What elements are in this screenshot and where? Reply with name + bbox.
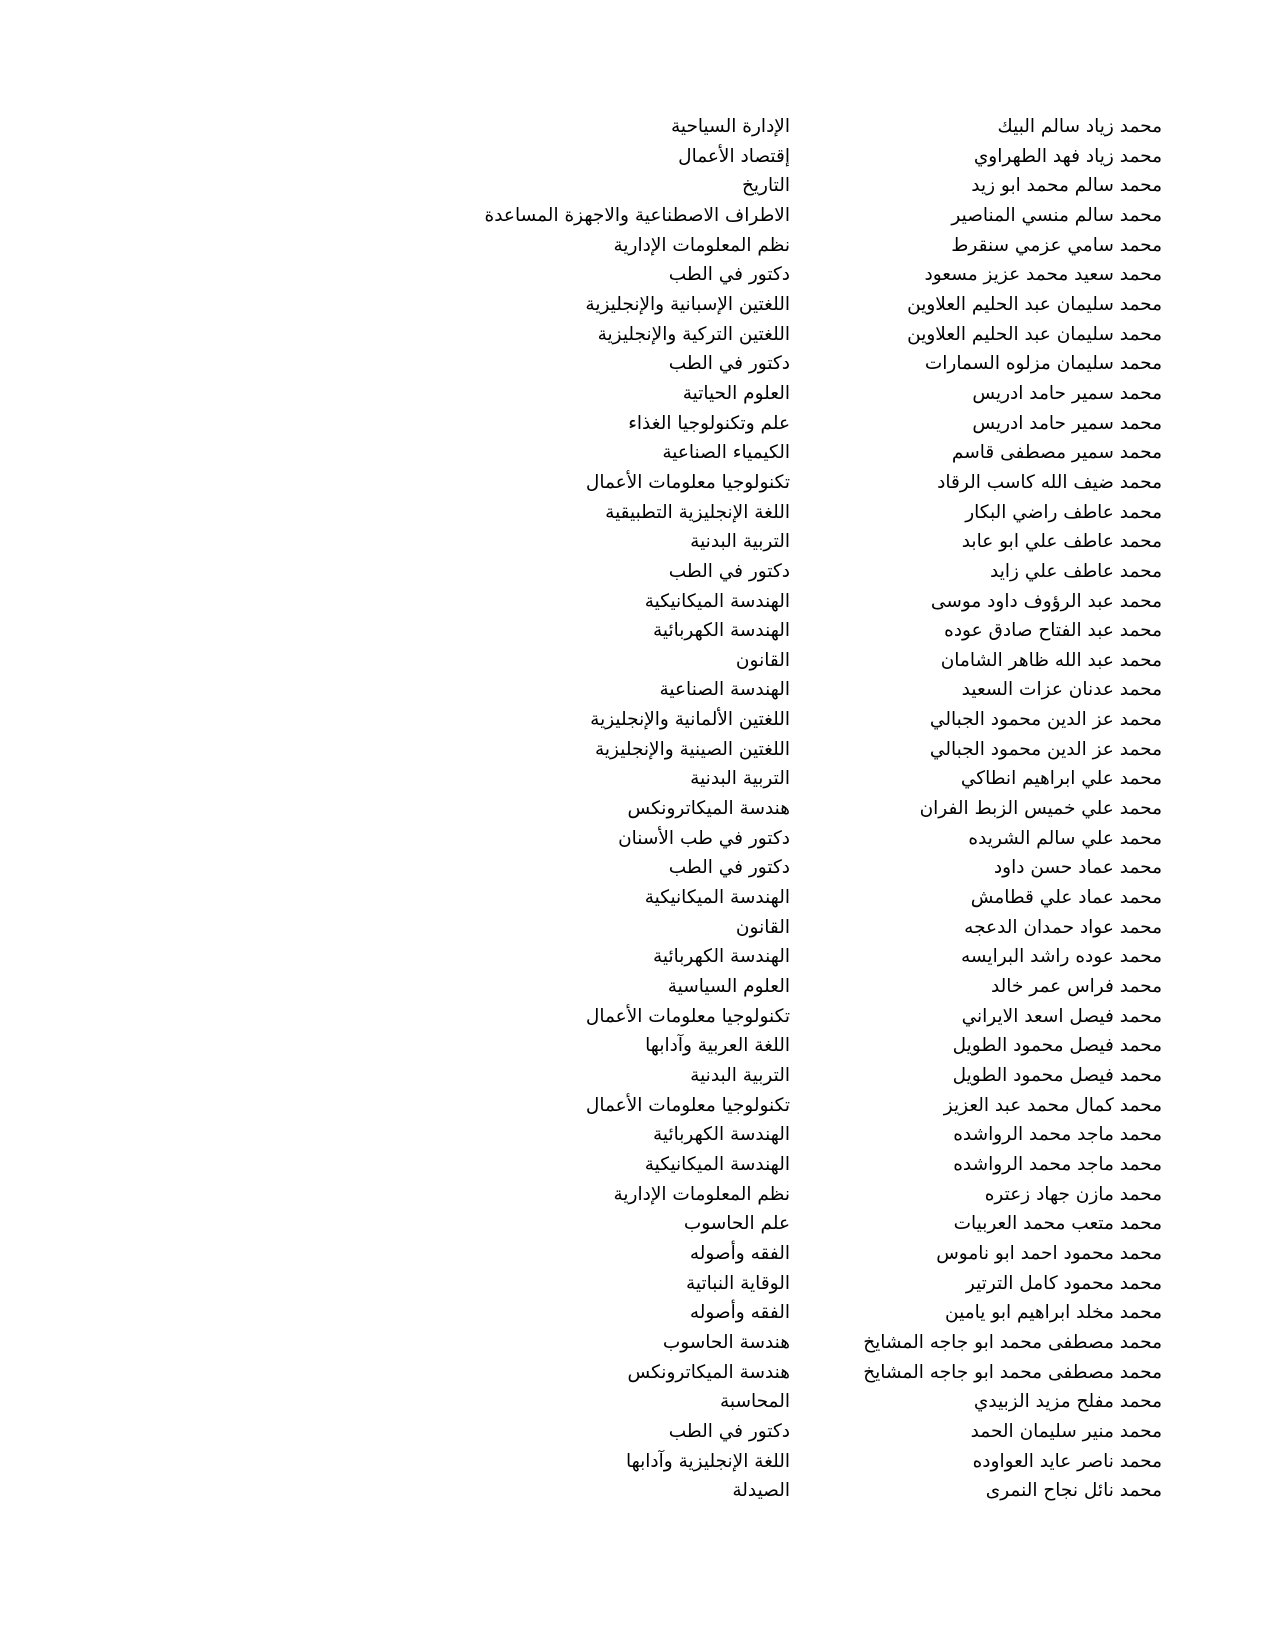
record-row xyxy=(0,379,1275,409)
specialization: تكنولوجيا معلومات الأعمال xyxy=(585,1094,790,1116)
person-name: محمد مصطفى محمد ابو جاجه المشايخ xyxy=(863,1331,1162,1353)
person-name: محمد ناصر عايد العواوده xyxy=(972,1450,1162,1472)
records-list xyxy=(0,112,1275,1506)
person-name: محمد سليمان عبد الحليم العلاوين xyxy=(907,323,1162,345)
specialization: اللغة الإنجليزية وآدابها xyxy=(625,1450,790,1472)
record-row xyxy=(0,824,1275,854)
specialization: علم الحاسوب xyxy=(683,1213,790,1235)
person-name: محمد محمود احمد ابو ناموس xyxy=(936,1242,1162,1264)
person-name: محمد متعب محمد العربيات xyxy=(953,1213,1162,1235)
specialization: اللغتين الإسبانية والإنجليزية xyxy=(585,293,790,315)
specialization: هندسة الحاسوب xyxy=(662,1331,790,1353)
record-row xyxy=(0,972,1275,1002)
specialization: نظم المعلومات الإدارية xyxy=(613,1183,790,1205)
person-name: محمد محمود كامل الترتير xyxy=(965,1272,1162,1294)
record-row xyxy=(0,1328,1275,1358)
record-row xyxy=(0,290,1275,320)
record-row xyxy=(0,1031,1275,1061)
specialization: الهندسة الصناعية xyxy=(659,679,790,701)
specialization: الوقاية النباتية xyxy=(686,1272,790,1294)
record-row xyxy=(0,942,1275,972)
person-name: محمد علي خميس الزبط الفران xyxy=(919,798,1162,820)
person-name: محمد عز الدين محمود الجبالي xyxy=(929,709,1162,731)
person-name: محمد منير سليمان الحمد xyxy=(970,1420,1162,1442)
record-row xyxy=(0,557,1275,587)
person-name: محمد ماجد محمد الرواشده xyxy=(953,1153,1162,1175)
person-name: محمد فيصل محمود الطويل xyxy=(952,1065,1162,1086)
person-name: محمد علي ابراهيم انطاكي xyxy=(960,768,1162,790)
specialization: هندسة الميكاترونكس xyxy=(627,1361,790,1383)
person-name: محمد مفلح مزيد الزبيدي xyxy=(973,1391,1162,1413)
record-row xyxy=(0,468,1275,498)
specialization: الهندسة الميكانيكية xyxy=(644,590,790,612)
specialization: الإدارة السياحية xyxy=(670,116,790,137)
record-row xyxy=(0,1120,1275,1150)
record-row xyxy=(0,1269,1275,1299)
record-row xyxy=(0,112,1275,142)
specialization: التاريخ xyxy=(741,175,790,197)
specialization: علم وتكنولوجيا الغذاء xyxy=(628,412,790,434)
person-name: محمد سالم محمد ابو زيد xyxy=(971,175,1162,197)
specialization: التربية البدنية xyxy=(690,768,790,790)
person-name: محمد نائل نجاح النمرى xyxy=(985,1480,1162,1502)
person-name: محمد فيصل اسعد الايراني xyxy=(961,1005,1162,1027)
record-row xyxy=(0,1209,1275,1239)
record-row xyxy=(0,142,1275,172)
person-name: محمد عوده راشد البرايسه xyxy=(961,946,1162,968)
record-row xyxy=(0,527,1275,557)
record-row xyxy=(0,438,1275,468)
person-name: محمد فيصل محمود الطويل xyxy=(952,1035,1162,1057)
specialization: العلوم السياسية xyxy=(667,976,790,998)
specialization: دكتور في الطب xyxy=(668,857,790,879)
person-name: محمد سليمان مزلوه السمارات xyxy=(924,353,1162,375)
specialization: دكتور في الطب xyxy=(668,1420,790,1442)
person-name: محمد عواد حمدان الدعجه xyxy=(964,916,1162,938)
record-row xyxy=(0,1298,1275,1328)
record-row xyxy=(0,764,1275,794)
specialization: اللغتين الصينية والإنجليزية xyxy=(594,738,790,760)
record-row xyxy=(0,409,1275,439)
specialization: دكتور في الطب xyxy=(668,353,790,375)
specialization: اللغتين الألمانية والإنجليزية xyxy=(590,709,790,731)
record-row xyxy=(0,1447,1275,1477)
record-row xyxy=(0,1476,1275,1506)
specialization: تكنولوجيا معلومات الأعمال xyxy=(585,471,790,493)
specialization: الصيدلة xyxy=(732,1480,790,1502)
specialization: دكتور في طب الأسنان xyxy=(618,827,790,849)
record-row xyxy=(0,1091,1275,1121)
specialization: الفقه وأصوله xyxy=(689,1302,790,1324)
person-name: محمد عبد الرؤوف داود موسى xyxy=(930,590,1162,612)
person-name: محمد سالم منسي المناصير xyxy=(951,204,1162,226)
record-row xyxy=(0,675,1275,705)
specialization: الفقه وأصوله xyxy=(689,1242,790,1264)
person-name: محمد زياد فهد الطهراوي xyxy=(973,145,1162,167)
person-name: محمد زياد سالم البيك xyxy=(997,116,1162,137)
specialization: التربية البدنية xyxy=(690,531,790,553)
person-name: محمد سامي عزمي سنقرط xyxy=(951,234,1162,256)
person-name: محمد سعيد محمد عزيز مسعود xyxy=(924,264,1162,286)
specialization: إقتصاد الأعمال xyxy=(678,145,790,167)
specialization: القانون xyxy=(735,649,790,671)
record-row xyxy=(0,883,1275,913)
person-name: محمد عبد الله ظاهر الشامان xyxy=(940,649,1162,671)
record-row xyxy=(0,1358,1275,1388)
record-row xyxy=(0,1061,1275,1091)
specialization: الاطراف الاصطناعية والاجهزة المساعدة xyxy=(484,204,790,226)
person-name: محمد مخلد ابراهيم ابو يامين xyxy=(945,1302,1162,1324)
specialization: المحاسبة xyxy=(719,1391,790,1413)
record-row xyxy=(0,231,1275,261)
specialization: هندسة الميكاترونكس xyxy=(627,798,790,820)
record-row xyxy=(0,1002,1275,1032)
person-name: محمد عاطف راضي البكار xyxy=(965,501,1162,523)
record-row xyxy=(0,616,1275,646)
person-name: محمد ضيف الله كاسب الرقاد xyxy=(937,471,1162,493)
person-name: محمد سمير حامد ادريس xyxy=(972,412,1162,434)
person-name: محمد مازن جهاد زعتره xyxy=(984,1183,1162,1205)
person-name: محمد علي سالم الشريده xyxy=(968,827,1162,849)
specialization: اللغة الإنجليزية التطبيقية xyxy=(605,501,790,523)
specialization: الهندسة الكهربائية xyxy=(652,620,790,642)
specialization: الهندسة الكهربائية xyxy=(652,946,790,968)
person-name: محمد سمير حامد ادريس xyxy=(972,382,1162,404)
specialization: العلوم الحياتية xyxy=(682,382,790,404)
record-row xyxy=(0,1239,1275,1269)
specialization: التربية البدنية xyxy=(690,1065,790,1086)
person-name: محمد عبد الفتاح صادق عوده xyxy=(944,620,1162,642)
record-row xyxy=(0,587,1275,617)
person-name: محمد فراس عمر خالد xyxy=(990,976,1162,998)
record-row xyxy=(0,349,1275,379)
specialization: الهندسة الميكانيكية xyxy=(644,1153,790,1175)
record-row xyxy=(0,794,1275,824)
record-row xyxy=(0,320,1275,350)
record-row xyxy=(0,498,1275,528)
person-name: محمد سليمان عبد الحليم العلاوين xyxy=(907,293,1162,315)
person-name: محمد عماد علي قطامش xyxy=(970,887,1162,909)
record-row xyxy=(0,853,1275,883)
person-name: محمد ماجد محمد الرواشده xyxy=(953,1124,1162,1146)
specialization: دكتور في الطب xyxy=(668,264,790,286)
record-row xyxy=(0,171,1275,201)
record-row xyxy=(0,1180,1275,1210)
person-name: محمد مصطفى محمد ابو جاجه المشايخ xyxy=(863,1361,1162,1383)
specialization: القانون xyxy=(735,916,790,938)
specialization: الهندسة الكهربائية xyxy=(652,1124,790,1146)
specialization: الهندسة الميكانيكية xyxy=(644,887,790,909)
person-name: محمد سمير مصطفى قاسم xyxy=(951,442,1162,464)
record-row xyxy=(0,705,1275,735)
record-row xyxy=(0,735,1275,765)
record-row xyxy=(0,260,1275,290)
record-row xyxy=(0,1387,1275,1417)
record-row xyxy=(0,1417,1275,1447)
specialization: اللغتين التركية والإنجليزية xyxy=(597,323,790,345)
person-name: محمد عاطف علي زايد xyxy=(990,560,1162,582)
record-row xyxy=(0,913,1275,943)
record-row xyxy=(0,201,1275,231)
person-name: محمد عماد حسن داود xyxy=(993,857,1162,879)
specialization: تكنولوجيا معلومات الأعمال xyxy=(585,1005,790,1027)
record-row xyxy=(0,1150,1275,1180)
person-name: محمد عز الدين محمود الجبالي xyxy=(929,738,1162,760)
specialization: دكتور في الطب xyxy=(668,560,790,582)
person-name: محمد عاطف علي ابو عابد xyxy=(961,531,1162,553)
specialization: اللغة العربية وآدابها xyxy=(645,1035,790,1057)
specialization: الكيمياء الصناعية xyxy=(662,442,790,464)
record-row xyxy=(0,646,1275,676)
specialization: نظم المعلومات الإدارية xyxy=(613,234,790,256)
person-name: محمد كمال محمد عبد العزيز xyxy=(943,1094,1162,1116)
person-name: محمد عدنان عزات السعيد xyxy=(961,679,1162,701)
